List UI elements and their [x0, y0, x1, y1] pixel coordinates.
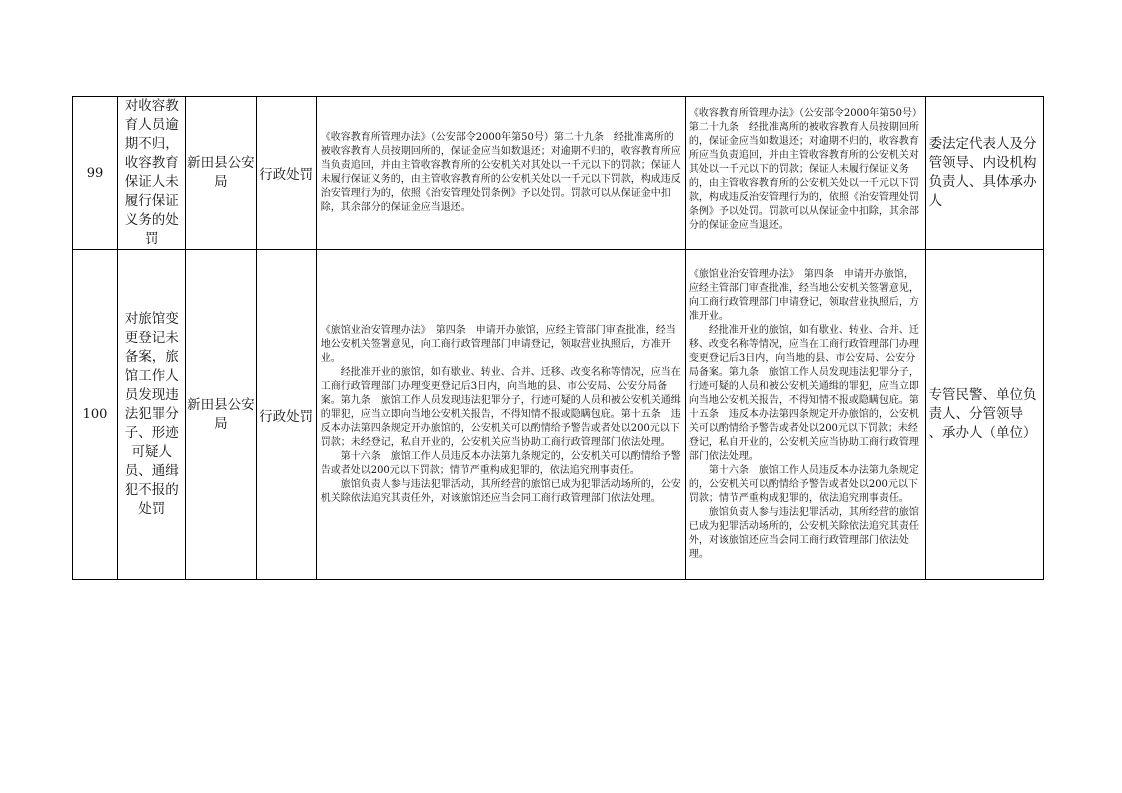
- legal-basis-paragraph: 《收容教育所管理办法》（公安部令2000年第50号）第二十九条 经批准离所的被收容教育人员按期回所的，保证金应当如数退还；对逾期不归的，收容教育所应当负责追回，并由主管收容教育所的公安机关对其处以一千元以下的罚款；保证人未履行保证义务的，由主管收容教育所的公安机关处以一千元以下罚款，构成违反治安管理行为的，依照《治安管理处罚条例》予以处罚。罚款可以从保证金中扣除，其余部分的保证金应当退还。: [320, 132, 681, 213]
- item-name: 对旅馆变更登记未备案，旅馆工作人员发现违法犯罪分子、形迹可疑人员、通缉犯不报的处罚: [118, 250, 186, 580]
- right-clause-paragraph: 《收容教育所管理办法》（公安部令2000年第50号）第二十九条 经批准离所的被收容教育人员按期回所的，保证金应当如数退还；对逾期不归的，收容教育所应当负责追回，并由主管收容教育所的公安机关对其处以一千元以下的罚款；保证人未履行保证义务的，由主管收容教育所的公安机关处以一千元以下罚款，构成违反治安管理行为的，依照《治安管理处罚条例》予以处罚。罚款可以从保证金中扣除，其余部分的保证金应当退还。: [688, 108, 919, 231]
- row-number: 99: [73, 97, 118, 250]
- department: 新田县公安局: [186, 97, 256, 250]
- responsible-party: 专管民警、单位负责人、分管领导 、承办人（单位）: [925, 250, 1043, 580]
- right-clause-paragraph: 第十六条 旅馆工作人员违反本办法第九条规定的，公安机关可以酌情给予警告或者处以200元以下罚款；情节严重构成犯罪的，依法追究刑事责任。: [688, 465, 919, 504]
- right-clause-paragraph: 经批准开业的旅馆，如有歇业、转业、合并、迁移、改变名称等情况，应当在工商行政管理部门办理变更登记后3日内，向当地的县、市公安局、公安分局备案。第九条 旅馆工作人员发现违法犯罪分子，行迹可疑的人员和被公安机关通缉的罪犯，应当立即向当地公安机关报告，不得知情不报或隐瞒包庇。第十五条 违反本办法第四条规定开办旅馆的，公安机关可以酌情给予警告或者处以200元以下罚款；未经登记，私自开业的，公安机关应当协助工商行政管理部门依法处理。: [688, 325, 919, 462]
- right-clause-paragraph: 旅馆负责人参与违法犯罪活动，其所经营的旅馆已成为犯罪活动场所的，公安机关除依法追究其责任外，对该旅馆还应当会同工商行政管理部门依法处理。: [688, 507, 919, 560]
- department: 新田县公安局: [186, 250, 256, 580]
- legal-basis-paragraph: 经批准开业的旅馆，如有歇业、转业、合并、迁移、改变名称等情况，应当在工商行政管理部门办理变更登记后3日内，向当地的县、市公安局、公安分局备案。第九条 旅馆工作人员发现违法犯罪分子，行迹可疑的人员和被公安机关通缉的罪犯，应当立即向当地公安机关报告，不得知情不报或隐瞒包庇。第十五条 违反本办法第四条规定开办旅馆的，公安机关可以酌情给予警告或者处以200元以下罚款；未经登记，私自开业的，公安机关应当协助工商行政管理部门依法处理。: [320, 366, 681, 448]
- power-type: 行政处罚: [256, 250, 316, 580]
- table-row: [73, 250, 1044, 580]
- legal-basis-paragraph: 《旅馆业治安管理办法》 第四条 申请开办旅馆，应经主管部门审查批准，经当地公安机关签署意见，向工商行政管理部门申请登记，领取营业执照后，方准开业。: [320, 324, 676, 364]
- legal-basis-paragraph: 第十六条 旅馆工作人员违反本办法第九条规定的，公安机关可以酌情给予警告或者处以200元以下罚款；情节严重构成犯罪的，依法追究刑事责任。: [320, 450, 681, 476]
- table-row: [73, 97, 1044, 250]
- right-clause-paragraph: 《旅馆业治安管理办法》 第四条 申请开办旅馆，应经主管部门审查批准，经当地公安机关签署意见，向工商行政管理部门申请登记，领取营业执照后，方准开业。: [688, 269, 919, 322]
- right-clause: [685, 97, 925, 250]
- power-type: 行政处罚: [256, 97, 316, 250]
- legal-basis-paragraph: 旅馆负责人参与违法犯罪活动，其所经营的旅馆已成为犯罪活动场所的，公安机关除依法追究其责任外，对该旅馆还应当会同工商行政管理部门依法处理。: [320, 478, 681, 504]
- item-name: 对收容教育人员逾期不归，收容教育保证人未履行保证义务的处罚: [118, 97, 186, 250]
- responsible-party: 委法定代表人及分管领导、内设机构负责人、具体承办人: [925, 97, 1043, 250]
- row-number: 100: [73, 250, 118, 580]
- power-list-table: [72, 96, 1044, 580]
- legal-basis: [316, 97, 685, 250]
- right-clause: [685, 250, 925, 580]
- legal-basis: [316, 250, 685, 580]
